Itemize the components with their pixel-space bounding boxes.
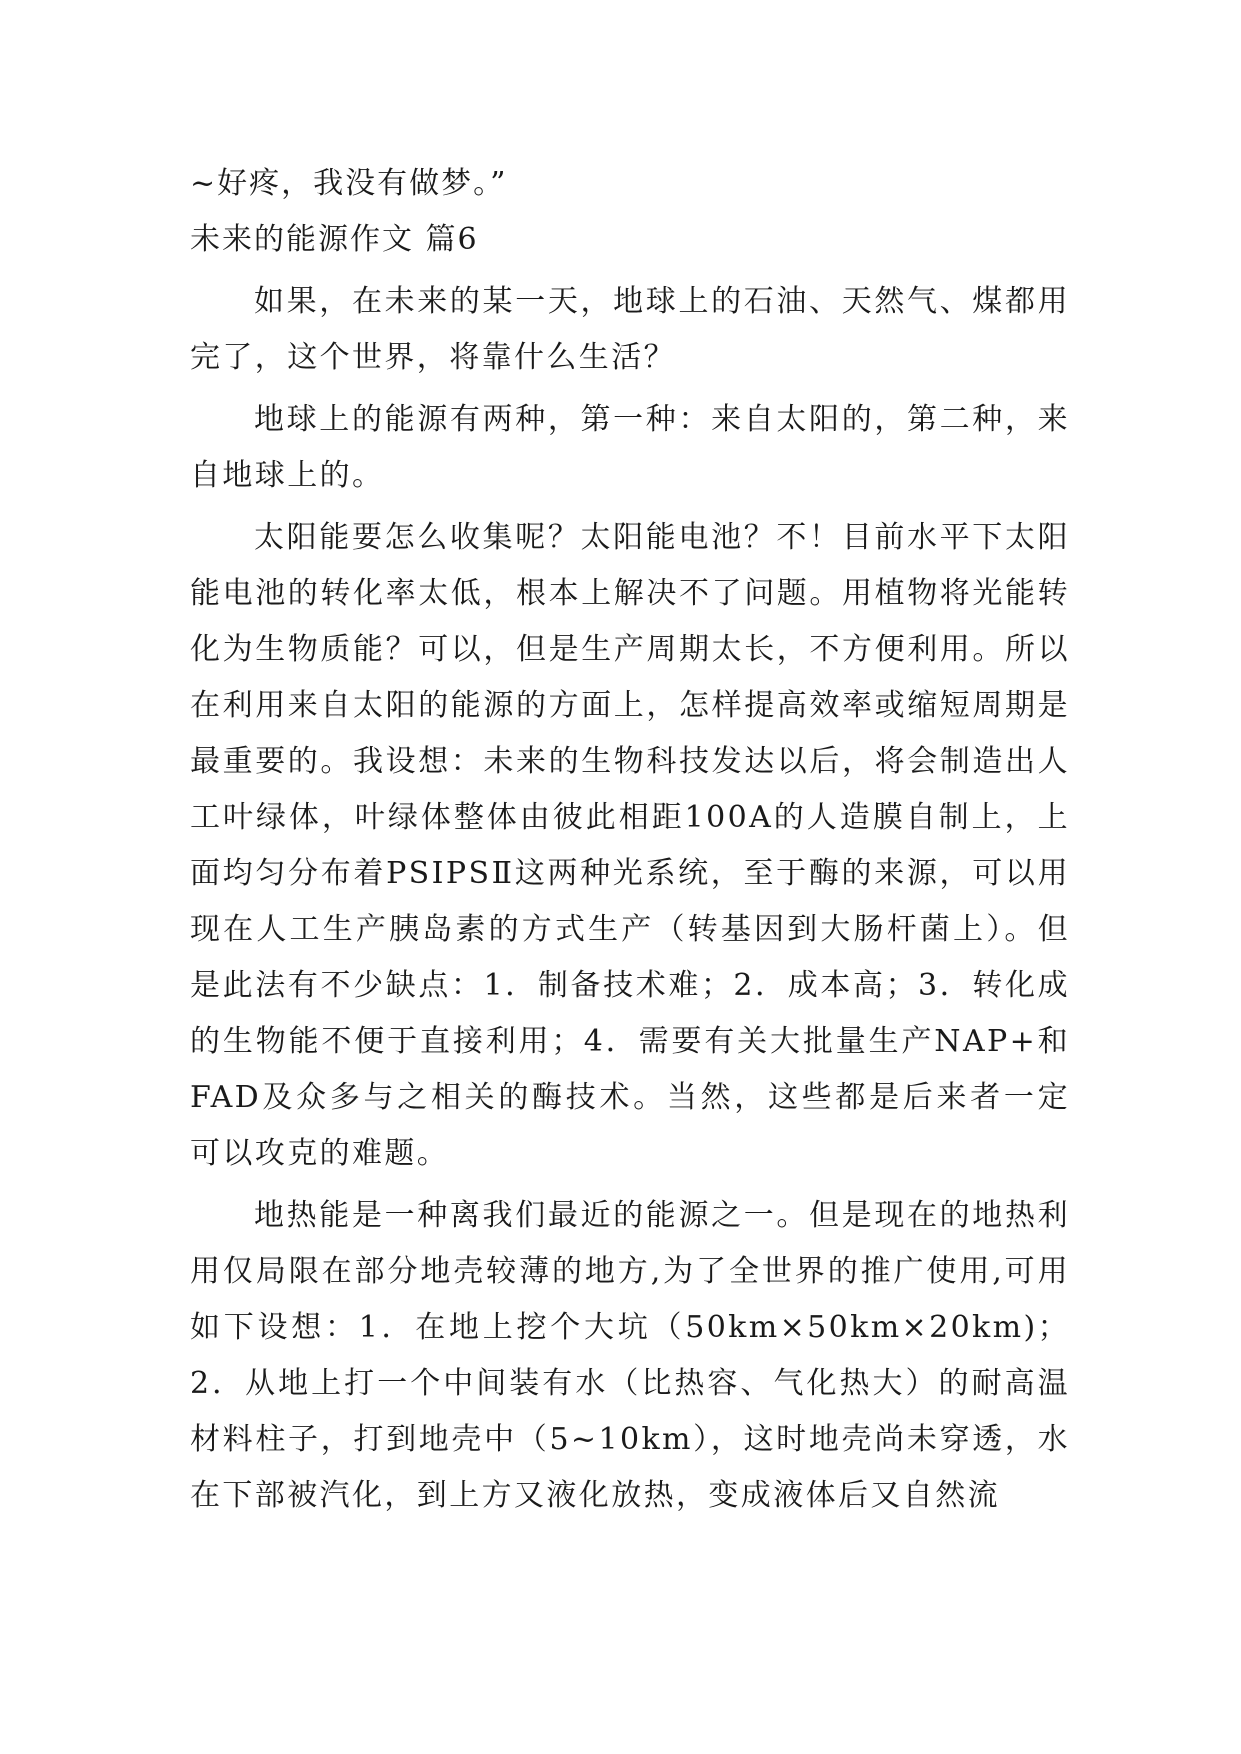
paragraph: 地热能是一种离我们最近的能源之一。但是现在的地热利用仅局限在部分地壳较薄的地方,为了全世界的推广使用,可用如下设想：1．在地上挖个大坑（50km×50km×20km)；2．从地上打一个中间装有水（比热容、气化热大）的耐高温材料柱子，打到地壳中（5~10km），这时地壳尚未穿透，水在下部被汽化，到上方又液化放热，变成液体后又自然流 <box>190 1198 1070 1513</box>
document-page <box>190 156 1070 1530</box>
paragraph: 太阳能要怎么收集呢？太阳能电池？不！目前水平下太阳能电池的转化率太低，根本上解决不了问题。用植物将光能转化为生物质能？可以，但是生产周期太长，不方便利用。所以在利用来自太阳的能源的方面上，怎样提高效率或缩短周期是最重要的。我设想：未来的生物科技发达以后，将会制造出人工叶绿体，叶绿体整体由彼此相距100A的人造膜自制上，上面均匀分布着PSIPSⅡ这两种光系统，至于酶的来源，可以用现在人工生产胰岛素的方式生产（转基因到大肠杆菌上）。但是此法有不少缺点：1．制备技术难；2．成本高；3．转化成的生物能不便于直接利用；4．需要有关大批量生产NAP+和FAD及众多与之相关的酶技术。当然，这些都是后来者一定可以攻克的难题。 <box>190 520 1070 1171</box>
paragraph: 地球上的能源有两种，第一种：来自太阳的，第二种，来自地球上的。 <box>190 402 1070 493</box>
section-heading: 未来的能源作文 篇6 <box>190 222 479 257</box>
continuation-line: ~好疼，我没有做梦。” <box>190 166 508 201</box>
paragraph: 如果，在未来的某一天，地球上的石油、天然气、煤都用完了，这个世界，将靠什么生活？ <box>190 284 1070 375</box>
